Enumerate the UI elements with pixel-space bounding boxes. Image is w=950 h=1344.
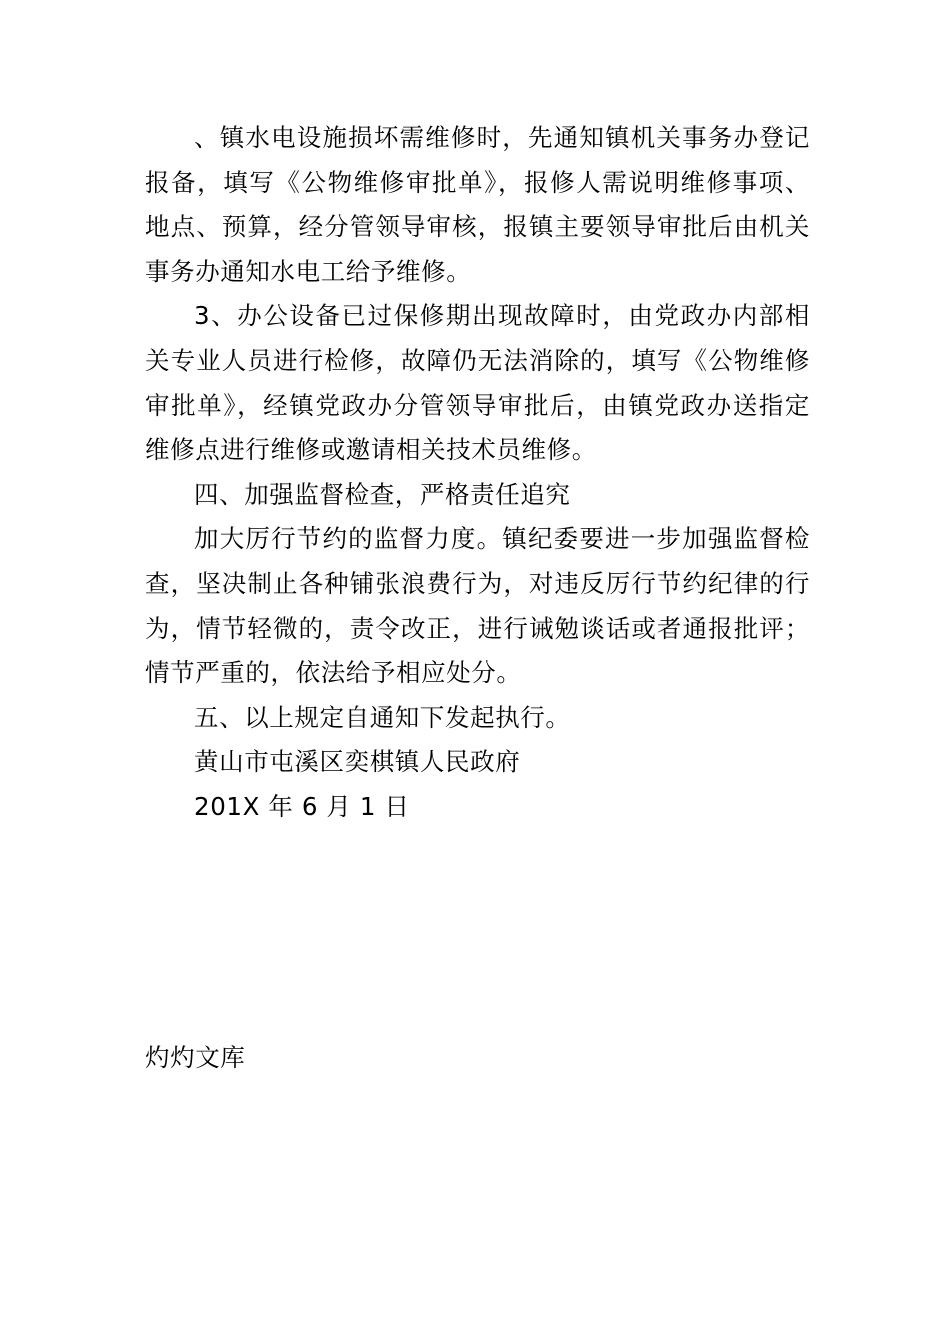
- footer-watermark-text: 灼灼文库: [145, 1043, 246, 1072]
- paragraph-repair-utilities: 、镇水电设施损坏需维修时，先通知镇机关事务办登记报备，填写《公物维修审批单》，报修人需说明维修事项、地点、预算，经分管领导审核，报镇主要领导审批后由机关事务办通知水电工给予维修。: [145, 123, 810, 286]
- section-heading: 四、加强监督检查，严格责任追究: [194, 479, 571, 509]
- closing-line: 五、以上规定自通知下发起执行。: [194, 702, 571, 732]
- paragraph-supervision: 加大厉行节约的监督力度。镇纪委要进一步加强监督检查，坚决制止各种铺张浪费行为，对违反厉行节约纪律的行为，情节轻微的，责令改正，进行诫勉谈话或者通报批评；情节严重的，依法给予相应处分。: [145, 524, 810, 688]
- paragraph-repair-office-equipment: 3、办公设备已过保修期出现故障时，由党政办内部相关专业人员进行检修，故障仍无法消除的，填写《公物维修审批单》，经镇党政办分管领导审批后，由镇党政办送指定维修点进行维修或邀请相关技术员维修。: [145, 301, 810, 465]
- signature-org: 黄山市屯溪区奕棋镇人民政府: [194, 747, 521, 777]
- document-body: [145, 116, 810, 830]
- signature-date: 201X 年 6 月 1 日: [194, 791, 410, 821]
